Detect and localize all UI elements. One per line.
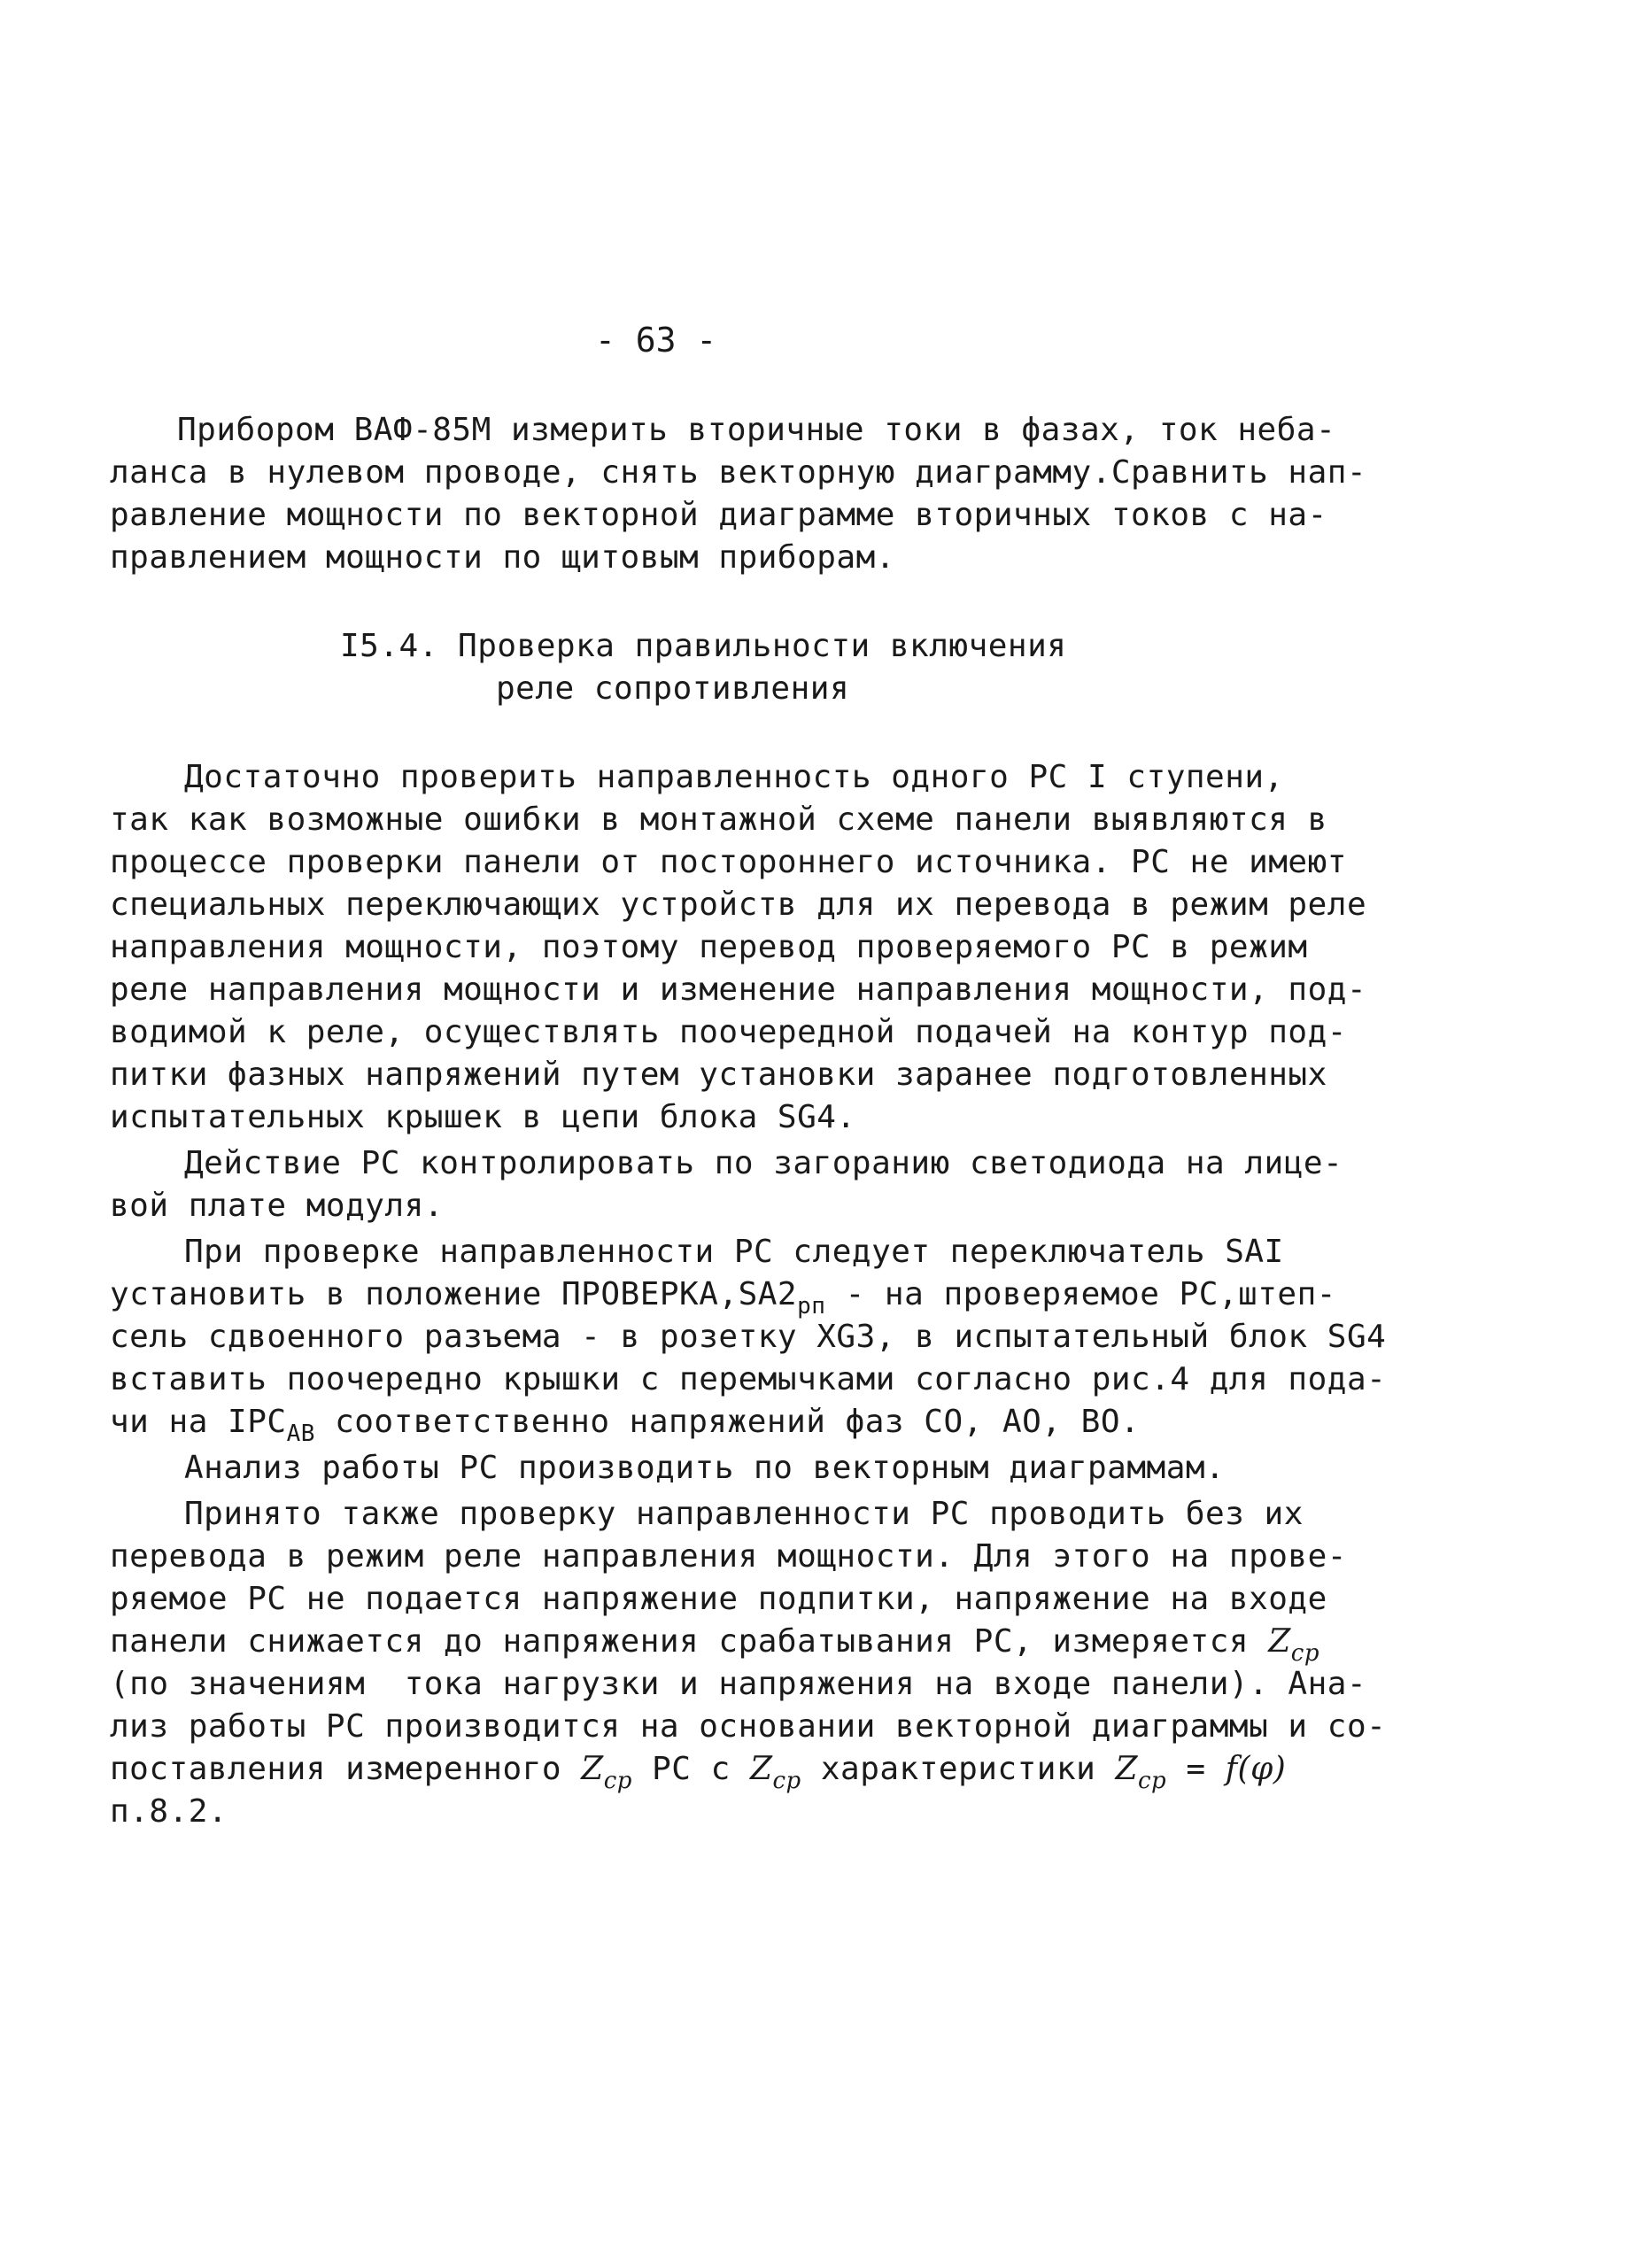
section-heading-cont: реле сопротивления: [496, 670, 850, 707]
paragraph-line: так как возможные ошибки в монтажной схеме панели выявляются в: [110, 801, 1327, 838]
paragraph-line: лиз работы РС производится на основании векторной диаграммы и со-: [110, 1708, 1387, 1745]
paragraph-line: Принято также проверку направленности РС проводить без их: [184, 1496, 1304, 1532]
text-run: поставления измеренного: [110, 1751, 582, 1787]
subscript: АВ: [286, 1420, 315, 1447]
page-number: - 63 -: [595, 321, 717, 360]
subscript: ср: [1137, 1768, 1167, 1794]
subscript: ср: [772, 1768, 801, 1794]
text-run: =: [1166, 1751, 1226, 1787]
paragraph-line: процессе проверки панели от постороннего источника. РС не имеют: [110, 844, 1347, 880]
text-run: панели снижается до напряжения срабатывания РС, измеряется: [110, 1623, 1269, 1660]
text-run: чи на IPC: [110, 1404, 287, 1440]
paragraph-line: перевода в режим реле направления мощности. Для этого на прове-: [110, 1538, 1347, 1575]
text-run: установить в положение ПРОВЕРКА,SA2: [110, 1276, 798, 1312]
paragraph-line: испытательных крышек в цепи блока SG4.: [110, 1099, 856, 1135]
paragraph-line: Действие РС контролировать по загоранию светодиода на лице-: [184, 1145, 1343, 1181]
section-heading: I5.4. Проверка правильности включения: [340, 628, 1067, 664]
paragraph-line: п.8.2.: [110, 1793, 228, 1830]
z-variable: Z: [1268, 1623, 1291, 1660]
paragraph-line: равление мощности по векторной диаграмме вторичных токов с на-: [110, 497, 1327, 533]
paragraph-line: (по значениям тока нагрузки и напряжения на входе панели). Ана-: [110, 1666, 1367, 1702]
function-expression: f(φ): [1225, 1751, 1287, 1787]
text-run: соответственно напряжений фаз СО, АО, ВО.: [314, 1404, 1141, 1440]
paragraph-line: [110, 1751, 1287, 1794]
paragraph-line: [110, 1276, 1336, 1320]
paragraph-line: сель сдвоенного разъема - в розетку XG3, в испытательный блок SG4: [110, 1319, 1387, 1355]
paragraph-line: реле направления мощности и изменение направления мощности, под-: [110, 971, 1367, 1008]
z-variable: Z: [1115, 1751, 1138, 1787]
paragraph-line: [110, 1404, 1141, 1447]
paragraph-line: [110, 1623, 1319, 1667]
text-run: - на проверяемое РС,штеп-: [825, 1276, 1336, 1312]
subscript: рп: [797, 1293, 826, 1320]
text-run: РС с: [631, 1751, 750, 1787]
paragraph-line: направления мощности, поэтому перевод проверяемого РС в режим: [110, 929, 1308, 965]
paragraph-line: ряемое РС не подается напряжение подпитки, напряжение на входе: [110, 1581, 1327, 1617]
paragraph-line: При проверке направленности РС следует переключатель SAI: [184, 1234, 1284, 1270]
paragraph-line: специальных переключающих устройств для их перевода в режим реле: [110, 886, 1367, 923]
z-variable: Z: [581, 1751, 604, 1787]
paragraph-line: Прибором ВАФ-85М измерить вторичные токи в фазах, ток неба-: [177, 412, 1336, 448]
paragraph-line: вставить поочередно крышки с перемычками согласно рис.4 для пода-: [110, 1361, 1387, 1397]
text-run: характеристики: [801, 1751, 1116, 1787]
z-variable: Z: [749, 1751, 773, 1787]
paragraph-line: правлением мощности по щитовым приборам.: [110, 539, 895, 576]
paragraph-line: Достаточно проверить направленность одного РС I ступени,: [184, 759, 1284, 795]
subscript: ср: [603, 1768, 632, 1794]
paragraph-line: водимой к реле, осуществлять поочередной подачей на контур под-: [110, 1014, 1347, 1050]
paragraph-line: ланса в нулевом проводе, снять векторную диаграмму.Сравнить нап-: [110, 454, 1367, 491]
subscript: ср: [1290, 1640, 1319, 1667]
paragraph-line: вой плате модуля.: [110, 1188, 444, 1224]
paragraph-line: Анализ работы РС производить по векторным диаграммам.: [184, 1450, 1226, 1486]
paragraph-line: питки фазных напряжений путем установки заранее подготовленных: [110, 1057, 1327, 1093]
